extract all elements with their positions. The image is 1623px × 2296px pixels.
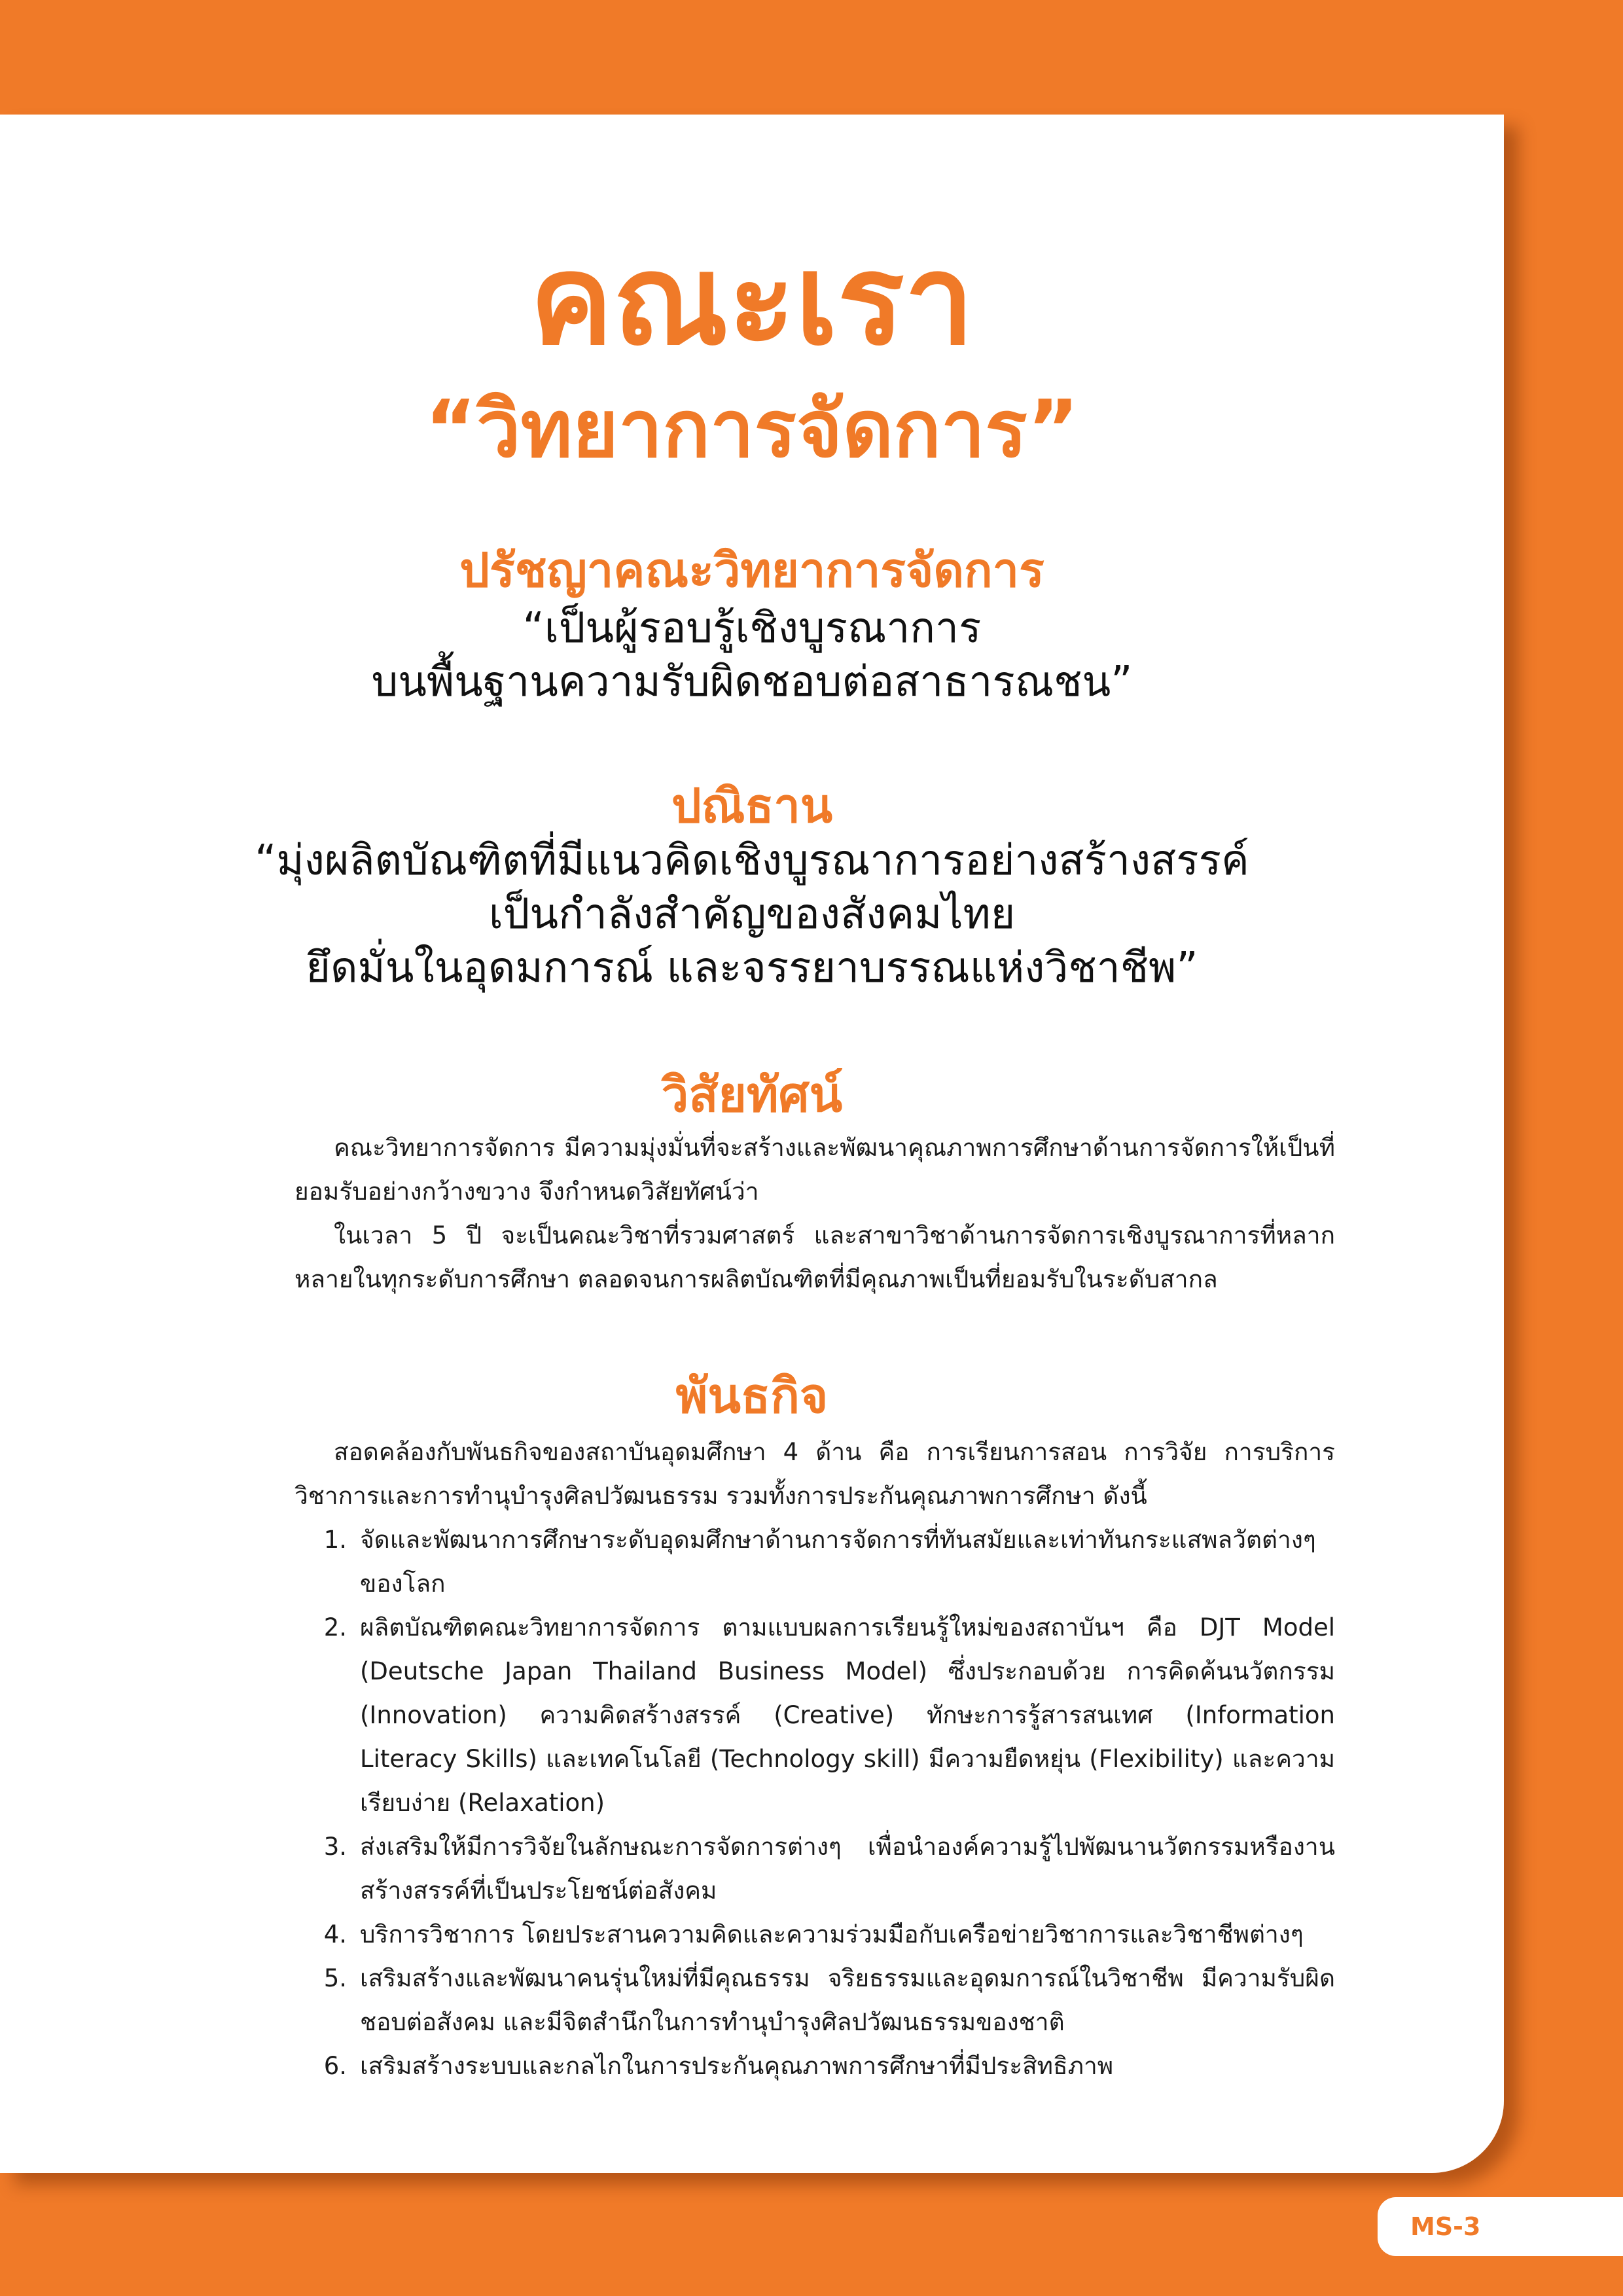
list-item: [294, 1605, 1335, 1825]
vision-paragraph: คณะวิทยาการจัดการ มีความมุ่งมั่นที่จะสร้างและพัฒนาคุณภาพการศึกษาด้านการจัดการให้เป็นที่ยอมรับอย่างกว้างขวาง จึงกำหนดวิสัยทัศน์ว่า: [294, 1134, 1335, 1206]
list-item-number: 4.: [323, 1920, 347, 1948]
page-number: MS-3: [1410, 2212, 1481, 2241]
list-item-text: ผลิตบัณฑิตคณะวิทยาการจัดการ ตามแบบผลการเรียนรู้ใหม่ของสถาบันฯ คือ DJT Model (Deutsche Japan Thailand Business Model) ซึ่งประกอบด้วย การคิดค้นนวัตกรรม (Innovation) ความคิดสร้างสรรค์ (Creative) ทักษะการรู้สารสนเทศ (Information Literacy Skills) และเทคโนโลยี (Technology skill) มีความยืดหยุ่น (Flexibility) และความเรียบง่าย (Relaxation): [360, 1613, 1335, 1817]
content-card: [0, 115, 1504, 2173]
philosophy-line: “เป็นผู้รอบรู้เชิงบูรณาการ: [522, 604, 982, 653]
page-subtitle: “วิทยาการจัดการ”: [425, 384, 1079, 475]
philosophy-line: บนพื้นฐานความรับผิดชอบต่อสาธารณชน”: [371, 657, 1133, 706]
list-item-text: เสริมสร้างและพัฒนาคนรุ่นใหม่ที่มีคุณธรรม จริยธรรมและอุดมการณ์ในวิชาชีพ มีความรับผิดชอบต่อสังคม และมีจิตสำนึกในการทำนุบำรุงศิลปวัฒนธรรมของชาติ: [360, 1964, 1335, 2036]
resolution-line: ยึดมั่นในอุดมการณ์ และจรรยาบรรณแห่งวิชาชีพ”: [306, 943, 1198, 992]
resolution-heading: ปณิธาน: [671, 778, 833, 833]
list-item: [294, 1956, 1335, 2044]
vision-paragraph: ในเวลา 5 ปี จะเป็นคณะวิชาที่รวมศาสตร์ และสาขาวิชาด้านการจัดการเชิงบูรณาการที่หลากหลายในทุกระดับการศึกษา ตลอดจนการผลิตบัณฑิตที่มีคุณภาพเป็นที่ยอมรับในระดับสากล: [294, 1221, 1335, 1293]
list-item-text: ส่งเสริมให้มีการวิจัยในลักษณะการจัดการต่างๆ เพื่อนำองค์ความรู้ไปพัฒนานวัตกรรมหรืองานสร้างสรรค์ที่เป็นประโยชน์ต่อสังคม: [360, 1833, 1335, 1905]
list-item-number: 2.: [323, 1613, 347, 1641]
mission-heading: พันธกิจ: [675, 1368, 829, 1424]
list-item-number: 5.: [323, 1964, 347, 1992]
list-item: [294, 2044, 1335, 2088]
page-number-tab: [1378, 2197, 1623, 2256]
list-item-text: บริการวิชาการ โดยประสานความคิดและความร่วมมือกับเครือข่ายวิชาการและวิชาชีพต่างๆ: [360, 1920, 1304, 1948]
list-item-text: จัดและพัฒนาการศึกษาระดับอุดมศึกษาด้านการจัดการที่ทันสมัยและเท่าทันกระแสพลวัตต่างๆ ของโลก: [360, 1526, 1316, 1598]
list-item-number: 6.: [323, 2052, 347, 2080]
list-item: [294, 1912, 1335, 1956]
resolution-line: “มุ่งผลิตบัณฑิตที่มีแนวคิดเชิงบูรณาการอย่างสร้างสรรค์: [255, 836, 1249, 885]
vision-heading: วิสัยทัศน์: [661, 1067, 843, 1123]
mission-intro: สอดคล้องกับพันธกิจของสถาบันอุดมศึกษา 4 ด้าน คือ การเรียนการสอน การวิจัย การบริการวิชาการและการทำนุบำรุงศิลปวัฒนธรรม รวมทั้งการประกันคุณภาพการศึกษา ดังนี้: [294, 1438, 1335, 1510]
resolution-quote: [0, 834, 1504, 996]
vision-body: [294, 1126, 1335, 1301]
list-item-text: เสริมสร้างระบบและกลไกในการประกันคุณภาพการศึกษาที่มีประสิทธิภาพ: [360, 2052, 1114, 2080]
list-item: [294, 1825, 1335, 1912]
list-item: [294, 1518, 1335, 1605]
philosophy-heading: ปรัชญาคณะวิทยาการจัดการ: [459, 543, 1044, 598]
resolution-line: เป็นกำลังสำคัญของสังคมไทย: [488, 889, 1016, 939]
list-item-number: 3.: [323, 1833, 347, 1861]
list-item-number: 1.: [323, 1526, 347, 1554]
page-title: คณะเรา: [529, 228, 974, 372]
mission-intro-block: [294, 1430, 1335, 1518]
mission-list: [294, 1518, 1335, 2088]
philosophy-quote: [0, 602, 1504, 709]
